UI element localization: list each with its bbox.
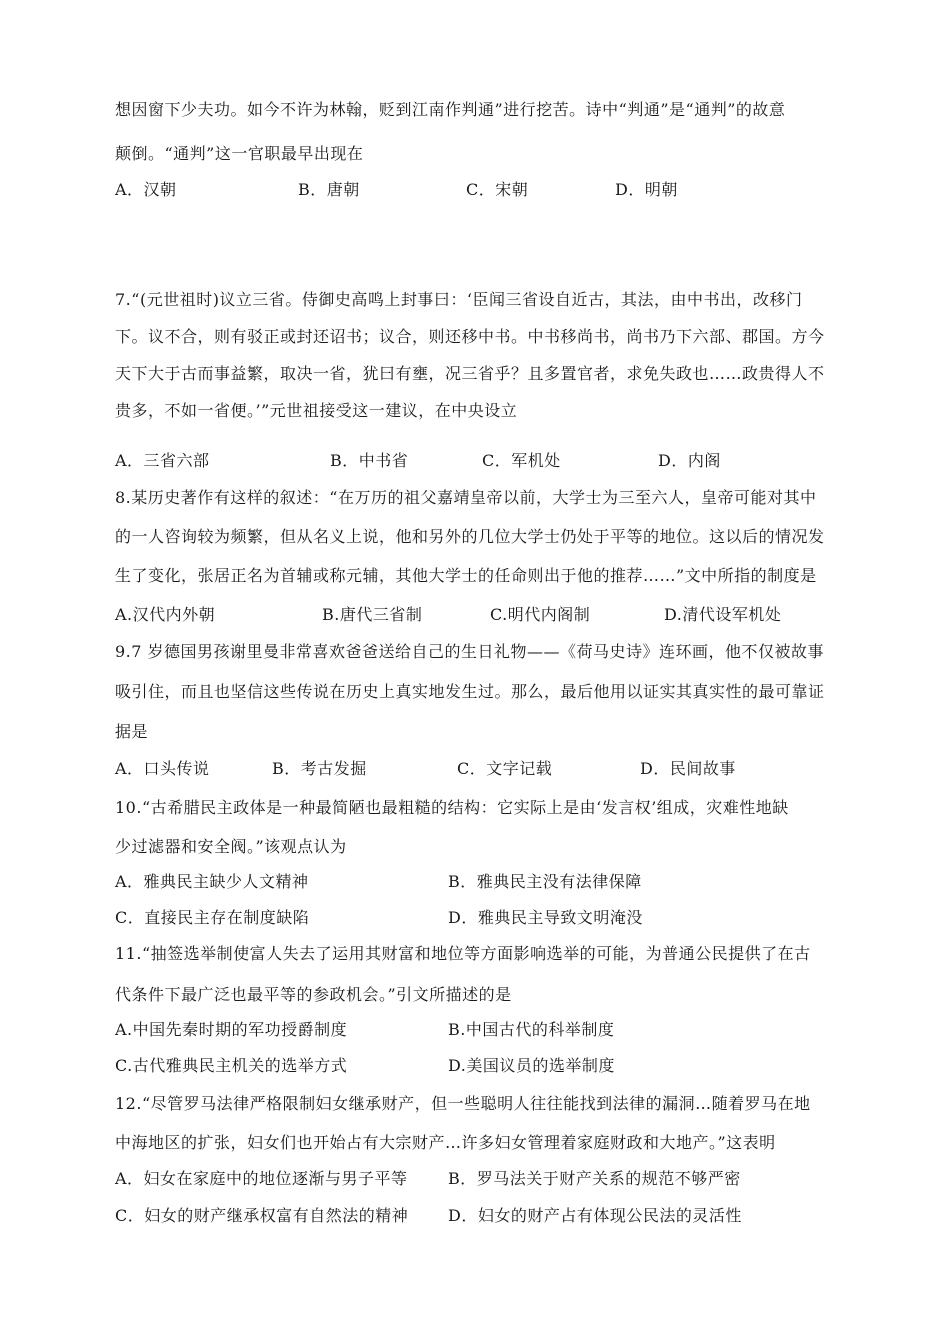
q11-option-d: D.美国议员的选举制度	[448, 1056, 615, 1075]
q6-option-b: B．唐朝	[298, 180, 360, 199]
q6-option-d: D．明朝	[615, 180, 678, 199]
q10-text-line-1: 10.“古希腊民主政体是一种最简陋也最粗糙的结构：它实际上是由‘发言权’组成，灾难性地缺	[115, 798, 789, 817]
q7-option-a: A．三省六部	[115, 451, 210, 470]
q10-text-line-2: 少过滤器和安全阀。”该观点认为	[115, 837, 347, 856]
q9-option-c: C．文字记载	[457, 759, 553, 778]
q11-text-line-2: 代条件下最广泛也最平等的参政机会。”引文所描述的是	[115, 985, 512, 1004]
q11-text-line-1: 11.“抽签选举制使富人失去了运用其财富和地位等方面影响选举的可能，为普通公民提供了在古	[115, 944, 811, 963]
q10-option-b: B．雅典民主没有法律保障	[448, 872, 642, 891]
q12-text-line-1: 12.“尽管罗马法律严格限制妇女继承财产，但一些聪明人往往能找到法律的漏洞…随着罗马在地	[115, 1094, 811, 1113]
q10-option-c: C．直接民主存在制度缺陷	[115, 908, 310, 927]
q7-text-line-3: 天下大于古而事益繁，取决一省，犹曰有壅，况三省乎？且多置官者，求免失政也……政贵得人不	[115, 364, 825, 383]
q9-option-b: B．考古发掘	[272, 759, 367, 778]
q9-option-a: A．口头传说	[115, 759, 210, 778]
q6-option-c: C．宋朝	[466, 180, 529, 199]
q12-text-line-2: 中海地区的扩张，妇女们也开始占有大宗财产…许多妇女管理着家庭财政和大地产。”这表明	[115, 1133, 776, 1152]
q8-text-line-1: 8.某历史著作有这样的叙述：“在万历的祖父嘉靖皇帝以前，大学士为三至六人，皇帝可能对其中	[115, 488, 817, 507]
q7-option-b: B．中书省	[330, 451, 409, 470]
q7-option-c: C．军机处	[482, 451, 561, 470]
q6-option-a: A．汉朝	[115, 180, 177, 199]
q11-option-a: A.中国先秦时期的军功授爵制度	[115, 1020, 348, 1039]
q7-text-line-4: 贵多，不如一省便。’”元世祖接受这一建议，在中央设立	[115, 401, 518, 420]
q12-option-b: B．罗马法关于财产关系的规范不够严密	[448, 1169, 741, 1188]
q6-text-line-2: 颠倒。“通判”这一官职最早出现在	[115, 144, 364, 163]
q8-text-line-2: 的一人咨询较为频繁，但从名义上说，他和另外的几位大学士仍处于平等的地位。这以后的情况发	[115, 527, 825, 546]
q9-text-line-1: 9.7 岁德国男孩谢里曼非常喜欢爸爸送给自己的生日礼物——《荷马史诗》连环画，他不仅被故事	[115, 642, 825, 661]
q8-option-b: B.唐代三省制	[322, 605, 423, 624]
q9-text-line-3: 据是	[115, 722, 149, 741]
q10-option-d: D．雅典民主导致文明淹没	[448, 908, 643, 927]
q8-option-c: C.明代内阁制	[490, 605, 591, 624]
q8-option-a: A.汉代内外朝	[115, 605, 216, 624]
q10-option-a: A．雅典民主缺少人文精神	[115, 872, 309, 891]
q7-text-line-1: 7.“(元世祖时)议立三省。侍御史高鸣上封事曰：‘臣闻三省设自近古，其法，由中书出，改移门	[115, 290, 803, 309]
q11-option-c: C.古代雅典民主机关的选举方式	[115, 1056, 348, 1075]
q12-option-a: A．妇女在家庭中的地位逐渐与男子平等	[115, 1169, 408, 1188]
q7-option-d: D．内阁	[658, 451, 721, 470]
q6-text-line-1: 想因窗下少夫功。如今不许为林翰，贬到江南作判通”进行挖苦。诗中“判通”是“通判”的故意	[115, 100, 786, 119]
q9-option-d: D．民间故事	[640, 759, 736, 778]
q11-option-b: B.中国古代的科举制度	[448, 1020, 615, 1039]
q8-option-d: D.清代设军机处	[664, 605, 782, 624]
q7-text-line-2: 下。议不合，则有驳正或封还诏书；议合，则还移中书。中书移尚书，尚书乃下六部、郡国。方今	[115, 327, 825, 346]
q9-text-line-2: 吸引住，而且也坚信这些传说在历史上真实地发生过。那么，最后他用以证实其真实性的最可靠证	[115, 682, 825, 701]
q12-option-c: C．妇女的财产继承权富有自然法的精神	[115, 1206, 409, 1225]
q8-text-line-3: 生了变化，张居正名为首辅或称元辅，其他大学士的任命则出于他的推荐……”文中所指的制度是	[115, 566, 817, 585]
q12-option-d: D．妇女的财产占有体现公民法的灵活性	[448, 1206, 742, 1225]
